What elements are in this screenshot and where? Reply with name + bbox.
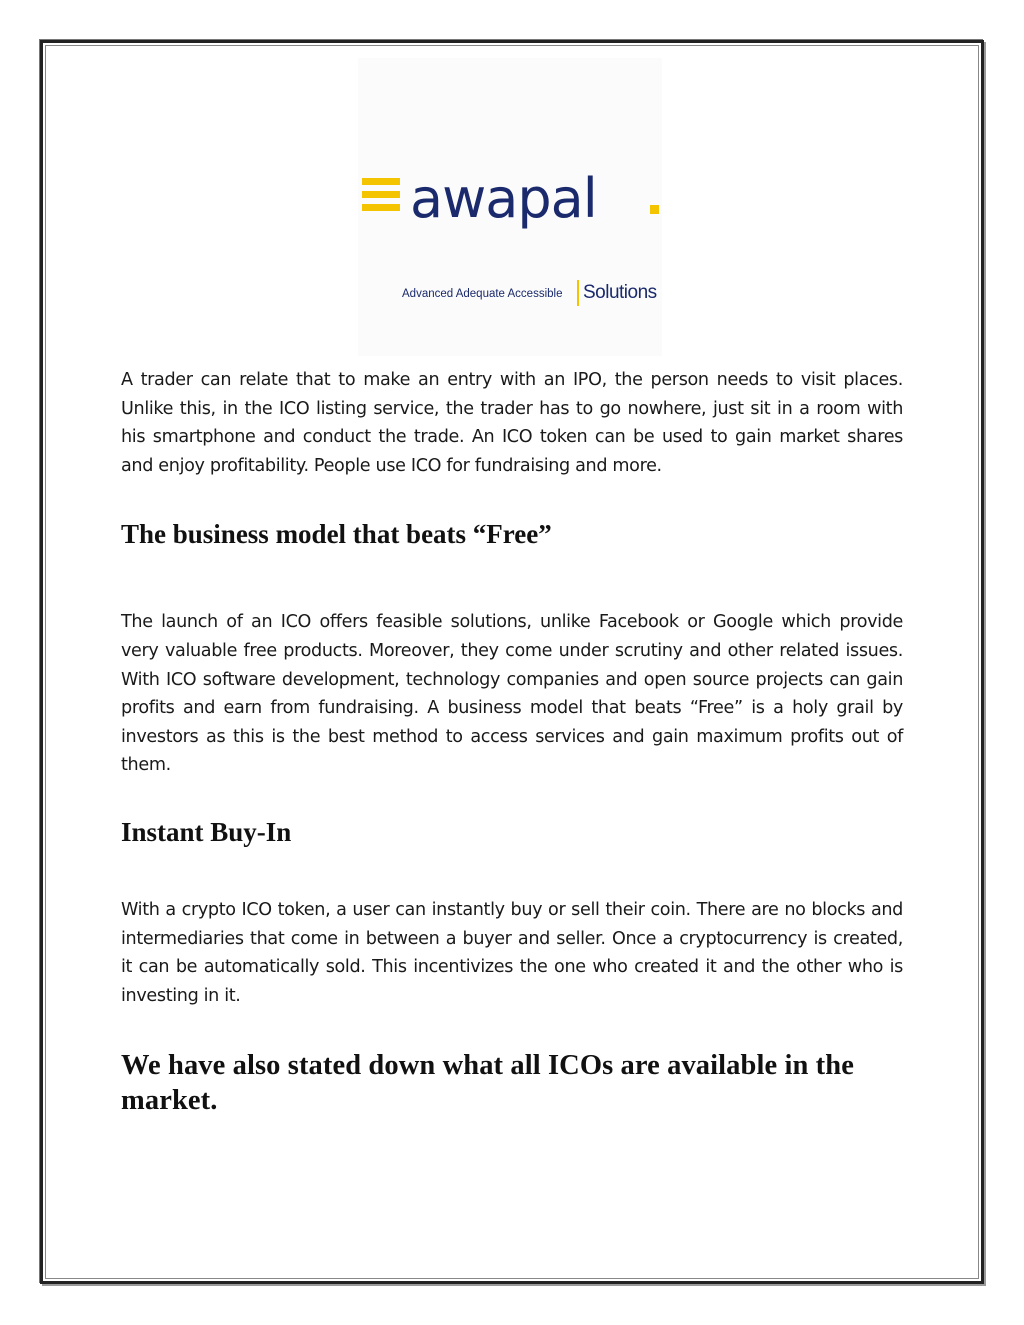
- instant-buy-in-heading: Instant Buy-In: [121, 816, 292, 847]
- instant-buy-in-paragraph: With a crypto ICO token, a user can instantly buy or sell their coin. There are no blocks and intermediaries that come in between a buyer and seller. Once a cryptocurrency is created, it can be automatically sold. This incentivizes the one who created it and the other who is investing in it.: [121, 899, 903, 1006]
- closing-heading: We have also stated down what all ICOs are available in the market.: [121, 1050, 854, 1117]
- business-model-heading: The business model that beats “Free”: [121, 519, 552, 550]
- logo-dot: [650, 205, 659, 214]
- logo-tagline: Advanced Adequate Accessible: [402, 288, 563, 300]
- company-logo: [358, 58, 662, 356]
- logo-wordmark: awapal: [410, 167, 597, 230]
- business-model-paragraph: The launch of an ICO offers feasible solutions, unlike Facebook or Google which provide very valuable free products. Moreover, they come under scrutiny and other related issues. With ICO software development, technology companies and open source projects can gain profits and earn from fundraising. A business model that beats “Free” is a holy grail by investors as this is the best method to access services and gain maximum profits out of them.: [121, 612, 903, 776]
- intro-paragraph: A trader can relate that to make an entry with an IPO, the person needs to visit places. Unlike this, in the ICO listing service, the trader has to go nowhere, just sit in a room with his smartphone and conduct the trade. An ICO token can be used to gain market shares and enjoy profitability. People use ICO for fundraising and more.: [121, 370, 903, 476]
- document-body: [121, 366, 903, 1118]
- logo-divider: [577, 280, 579, 306]
- logo-solutions: Solutions: [583, 282, 657, 303]
